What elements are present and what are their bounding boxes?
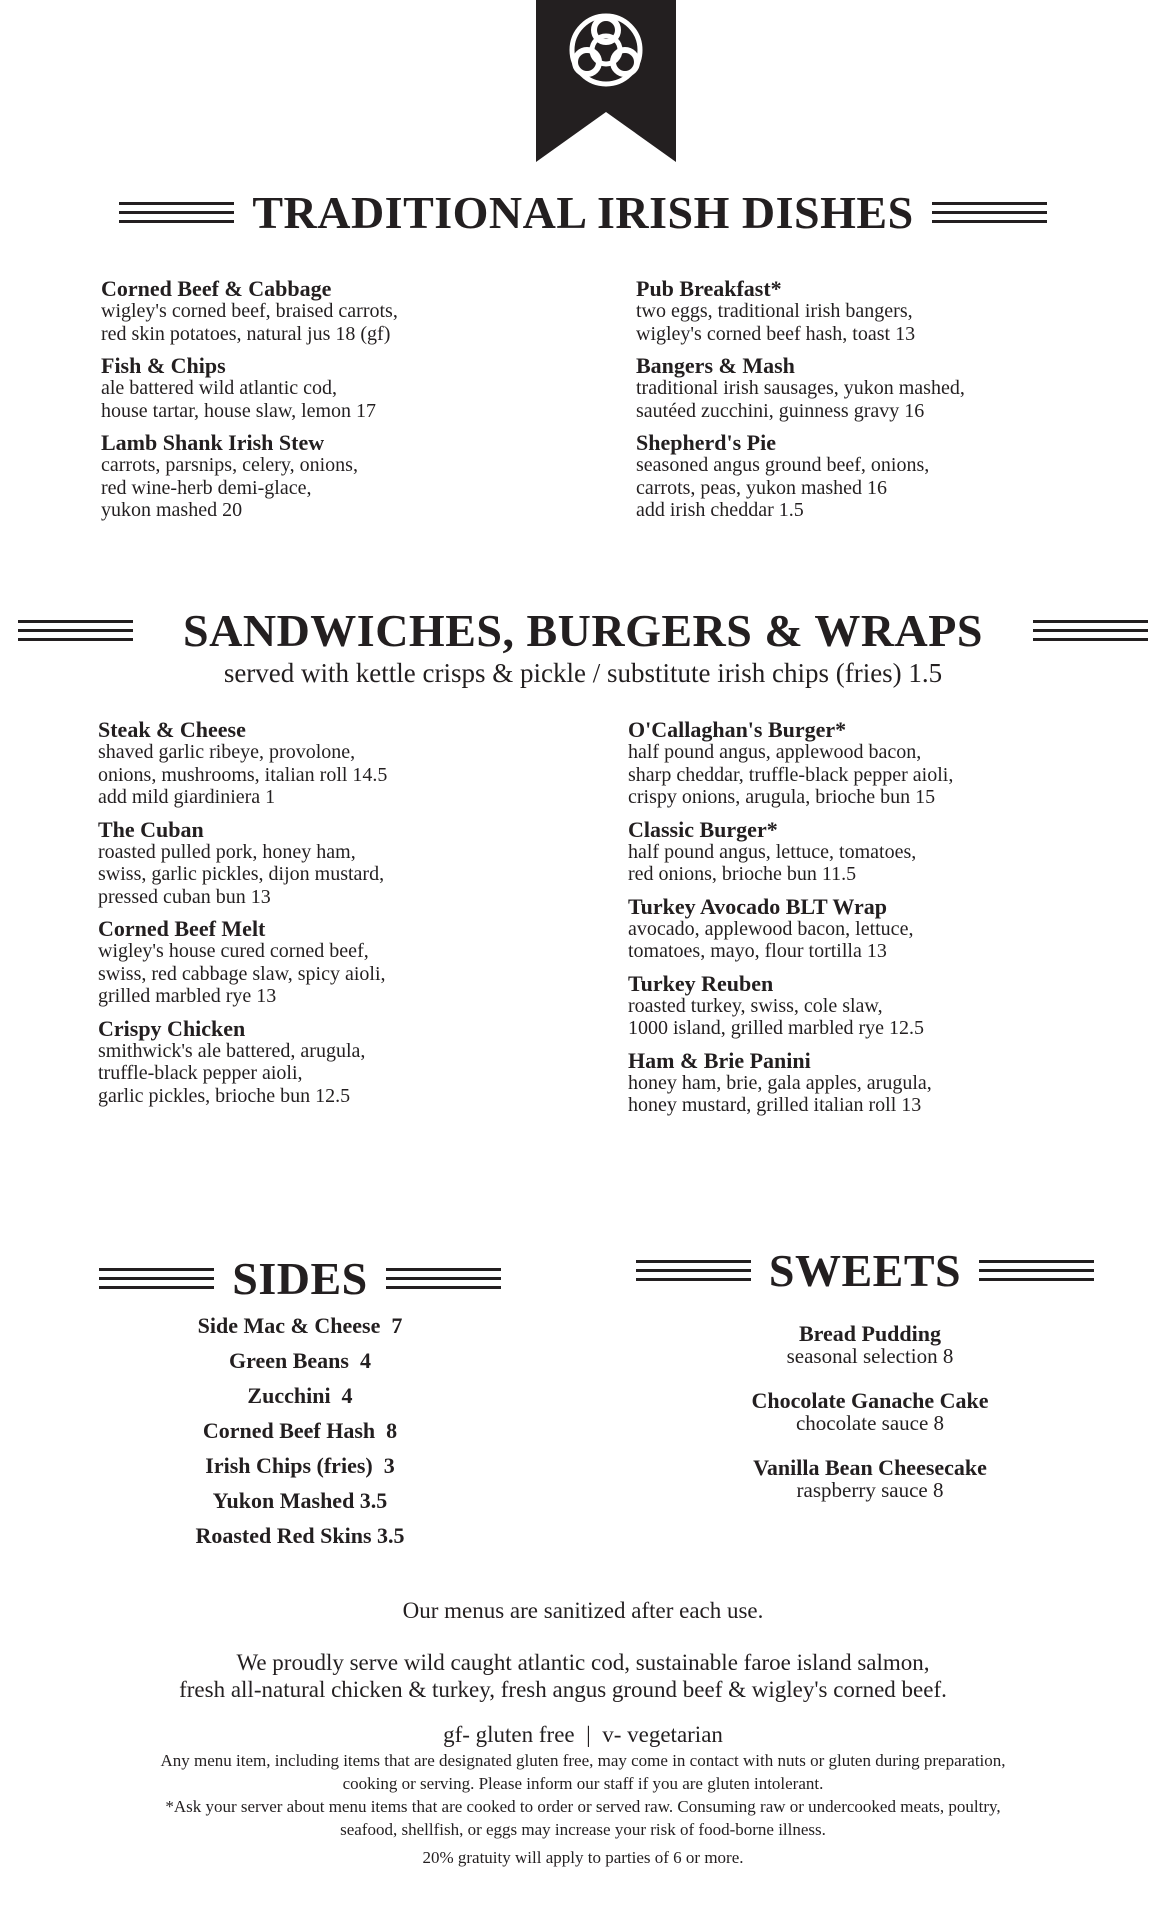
side-item: Irish Chips (fries) 3 <box>205 1453 395 1478</box>
menu-item <box>636 354 1116 422</box>
menu-item-description-line: red wine-herb demi-glace, <box>101 476 312 499</box>
menu-item <box>628 718 1128 809</box>
logo-banner <box>536 0 676 162</box>
menu-item <box>101 431 541 522</box>
menu-item <box>628 972 1128 1040</box>
decorative-rule-left <box>119 202 234 223</box>
menu-item-description-line: seasoned angus ground beef, onions, <box>636 454 930 476</box>
decorative-rule-right <box>386 1268 501 1289</box>
menu-item <box>101 277 541 345</box>
menu-item-description-line: shaved garlic ribeye, provolone, <box>98 741 356 763</box>
sides-list <box>150 1308 450 1553</box>
menu-item-description-line: roasted pulled pork, honey ham, <box>98 840 356 863</box>
sweets-title: SWEETS <box>768 1244 962 1296</box>
sweet-item-name: Chocolate Ganache Cake <box>751 1388 989 1413</box>
menu-item-description <box>636 454 1116 522</box>
menu-item-name: The Cuban <box>98 816 204 842</box>
menu-item-name: Corned Beef & Cabbage <box>101 276 332 301</box>
menu-item <box>636 431 1116 522</box>
menu-item-name: Turkey Avocado BLT Wrap <box>628 893 888 919</box>
menu-item <box>628 1049 1128 1117</box>
menu-item-description-line: carrots, parsnips, celery, onions, <box>101 454 358 476</box>
menu-item-description-line: half pound angus, applewood bacon, <box>628 741 922 763</box>
side-item: Side Mac & Cheese 7 <box>197 1313 403 1338</box>
menu-item-description-line: sautéed zucchini, guinness gravy 16 <box>636 399 925 422</box>
menu-item-name: Fish & Chips <box>101 353 226 378</box>
menu-item-name: Steak & Cheese <box>98 717 246 742</box>
menu-item-description-line: add irish cheddar 1.5 <box>636 499 804 521</box>
menu-item-description-line: roasted turkey, swiss, cole slaw, <box>628 994 883 1017</box>
gluten-disclaimer-line-2: cooking or serving. Please inform our staff if you are gluten intolerant. <box>342 1774 824 1793</box>
traditional-right-column <box>636 277 1116 531</box>
sweet-item-description: seasonal selection 8 <box>786 1344 954 1368</box>
sanitized-note: Our menus are sanitized after each use. <box>402 1598 764 1623</box>
menu-item-description-line: add mild giardiniera 1 <box>98 786 276 808</box>
menu-item-description <box>636 300 1116 345</box>
sweet-item <box>700 1322 1040 1368</box>
menu-item-description-line: traditional irish sausages, yukon mashed, <box>636 377 965 399</box>
sweets-list <box>700 1322 1040 1523</box>
side-item: Corned Beef Hash 8 <box>202 1418 398 1443</box>
sides-title: SIDES <box>232 1252 368 1304</box>
dietary-legend: gf- gluten free | v- vegetarian <box>443 1722 723 1747</box>
menu-item-name: Shepherd's Pie <box>636 430 776 455</box>
menu-item-description <box>628 918 1128 963</box>
menu-item <box>628 895 1128 963</box>
menu-item-description-line: smithwick's ale battered, arugula, <box>98 1039 366 1062</box>
menu-item-description <box>101 300 541 345</box>
menu-item-description-line: swiss, red cabbage slaw, spicy aioli, <box>98 962 386 985</box>
sweet-item-name: Bread Pudding <box>798 1321 942 1346</box>
side-item: Yukon Mashed 3.5 <box>212 1488 388 1513</box>
menu-item <box>636 277 1116 345</box>
menu-item-description-line: ale battered wild atlantic cod, <box>101 377 338 399</box>
menu-item-description <box>98 741 558 809</box>
menu-item-description-line: wigley's corned beef hash, toast 13 <box>636 322 916 345</box>
sweet-item-name: Vanilla Bean Cheesecake <box>753 1455 987 1480</box>
raw-food-warning-line-1: *Ask your server about menu items that are cooked to order or served raw. Consuming raw or undercooked meats, poultry, <box>165 1797 1001 1816</box>
sourcing-note-line-2: fresh all-natural chicken & turkey, fresh angus ground beef & wigley's corned beef. <box>179 1677 947 1702</box>
menu-item-description-line: pressed cuban bun 13 <box>98 885 271 908</box>
menu-item-description-line: wigley's house cured corned beef, <box>98 940 369 962</box>
raw-food-warning-line-2: seafood, shellfish, or eggs may increase your risk of food-borne illness. <box>340 1820 826 1839</box>
menu-item-name: Bangers & Mash <box>636 353 795 378</box>
side-item: Roasted Red Skins 3.5 <box>195 1523 405 1548</box>
menu-item-description-line: grilled marbled rye 13 <box>98 985 277 1007</box>
sweet-item <box>700 1389 1040 1435</box>
sweets-header <box>630 1240 1100 1300</box>
sweet-item <box>700 1456 1040 1502</box>
menu-item-description-line: sharp cheddar, truffle-black pepper aioli, <box>628 763 954 786</box>
menu-item-description <box>636 377 1116 422</box>
menu-item-description-line: garlic pickles, brioche bun 12.5 <box>98 1084 351 1107</box>
side-item: Zucchini 4 <box>247 1383 353 1408</box>
sourcing-note-line-1: We proudly serve wild caught atlantic cod, sustainable faroe island salmon, <box>236 1650 930 1675</box>
sweet-item-description: chocolate sauce 8 <box>795 1411 945 1435</box>
sides-header <box>90 1248 510 1308</box>
menu-item <box>98 718 558 809</box>
menu-item-description <box>98 841 558 909</box>
menu-item-description-line: honey ham, brie, gala apples, arugula, <box>628 1071 932 1094</box>
menu-item-name: Classic Burger* <box>628 816 778 842</box>
menu-item-description <box>101 377 541 422</box>
menu-item-description <box>98 1040 558 1108</box>
menu-item-name: O'Callaghan's Burger* <box>628 717 847 742</box>
menu-item-name: Ham & Brie Panini <box>628 1047 811 1073</box>
menu-item-description-line: avocado, applewood bacon, lettuce, <box>628 917 914 940</box>
menu-item-description-line: honey mustard, grilled italian roll 13 <box>628 1094 922 1116</box>
menu-item-description-line: house tartar, house slaw, lemon 17 <box>101 399 377 422</box>
sandwiches-title: SANDWICHES, BURGERS & WRAPS <box>183 604 983 656</box>
menu-item-description-line: onions, mushrooms, italian roll 14.5 <box>98 763 388 786</box>
menu-item-description-line: half pound angus, lettuce, tomatoes, <box>628 840 917 863</box>
decorative-rule-right <box>979 1260 1094 1281</box>
menu-item-description <box>98 940 558 1008</box>
side-item: Green Beans 4 <box>229 1348 371 1373</box>
traditional-title: TRADITIONAL IRISH DISHES <box>252 186 914 238</box>
menu-item-description <box>628 1072 1128 1117</box>
menu-item-description-line: crispy onions, arugula, brioche bun 15 <box>628 786 936 808</box>
decorative-rule-right <box>1033 620 1148 641</box>
menu-item-description <box>628 841 1128 886</box>
menu-item-description <box>628 995 1128 1040</box>
traditional-left-column <box>101 277 541 531</box>
menu-item <box>101 354 541 422</box>
traditional-header <box>0 182 1166 242</box>
menu-item <box>98 818 558 909</box>
menu-item-name: Turkey Reuben <box>628 970 774 996</box>
menu-item <box>628 818 1128 886</box>
menu-item-description-line: wigley's corned beef, braised carrots, <box>101 300 398 322</box>
gluten-disclaimer-line-1: Any menu item, including items that are designated gluten free, may come in contact with nuts or gluten during preparation, <box>160 1751 1006 1770</box>
gratuity-note: 20% gratuity will apply to parties of 6 or more. <box>422 1848 744 1867</box>
menu-item-description-line: tomatoes, mayo, flour tortilla 13 <box>628 940 887 962</box>
menu-item-description-line: red onions, brioche bun 11.5 <box>628 863 857 885</box>
menu-item-description-line: swiss, garlic pickles, dijon mustard, <box>98 863 385 885</box>
menu-item <box>98 1017 558 1108</box>
menu-item-name: Corned Beef Melt <box>98 916 266 941</box>
menu-item-description-line: two eggs, traditional irish bangers, <box>636 300 913 322</box>
menu-item-name: Lamb Shank Irish Stew <box>101 430 325 455</box>
menu-item-name: Pub Breakfast* <box>636 276 782 301</box>
menu-item-description <box>628 741 1128 809</box>
menu-item-name: Crispy Chicken <box>98 1015 246 1041</box>
menu-item-description-line: red skin potatoes, natural jus 18 (gf) <box>101 322 391 345</box>
sandwiches-left-column <box>98 718 558 1116</box>
decorative-rule-left <box>99 1268 214 1289</box>
menu-item-description-line: 1000 island, grilled marbled rye 12.5 <box>628 1017 925 1039</box>
decorative-rule-right <box>932 202 1047 223</box>
menu-item-description-line: truffle-black pepper aioli, <box>98 1062 303 1084</box>
decorative-rule-left <box>18 620 133 641</box>
sweet-item-description: raspberry sauce 8 <box>796 1478 944 1502</box>
decorative-rule-left <box>636 1260 751 1281</box>
sandwiches-subtitle: served with kettle crisps & pickle / substitute irish chips (fries) 1.5 <box>223 658 943 688</box>
sandwiches-header <box>0 600 1166 660</box>
menu-item <box>98 917 558 1008</box>
menu-item-description-line: carrots, peas, yukon mashed 16 <box>636 476 888 499</box>
menu-item-description <box>101 454 541 522</box>
menu-item-description-line: yukon mashed 20 <box>101 499 243 521</box>
sandwiches-right-column <box>628 718 1128 1126</box>
